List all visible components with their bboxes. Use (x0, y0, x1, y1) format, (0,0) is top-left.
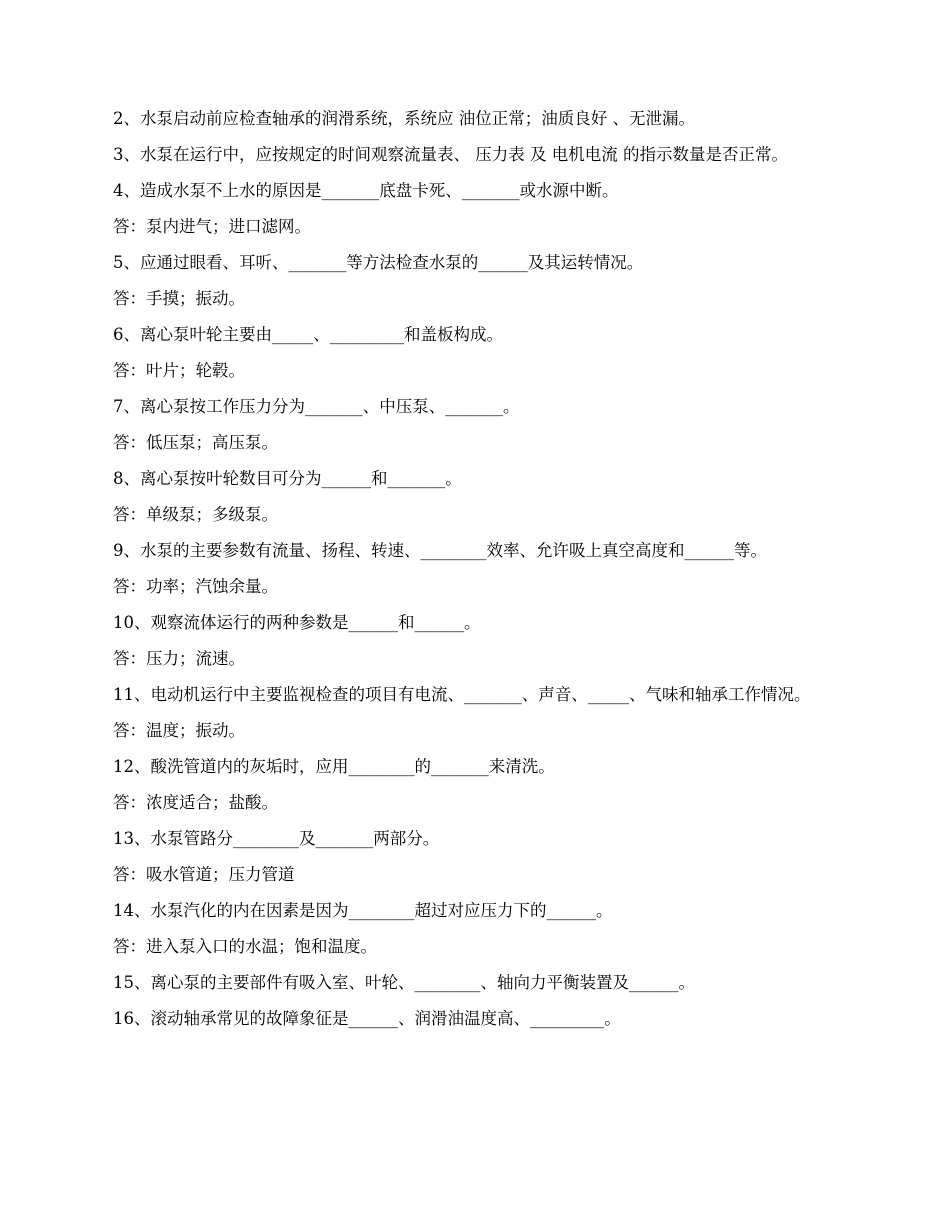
question-4: 4、造成水泵不上水的原因是_______底盘卡死、_______或水源中断。 (113, 181, 619, 200)
question-5: 5、应通过眼看、耳听、_______等方法检查水泵的______及其运转情况。 (113, 253, 644, 272)
answer-13: 答：吸水管道；压力管道 (113, 865, 295, 884)
answer-14: 答：进入泵入口的水温；饱和温度。 (113, 937, 377, 956)
question-12: 12、酸洗管道内的灰垢时，应用________的_______来清洗。 (113, 757, 555, 776)
answer-5: 答：手摸；振动。 (113, 289, 245, 308)
question-13: 13、水泵管路分________及_______两部分。 (113, 829, 440, 848)
question-8: 8、离心泵按叶轮数目可分为______和_______。 (113, 469, 462, 488)
question-2: 2、水泵启动前应检查轴承的润滑系统，系统应 油位正常；油质良好 、无泄漏。 (113, 109, 695, 128)
answer-10: 答：压力；流速。 (113, 649, 245, 668)
answer-12: 答：浓度适合；盐酸。 (113, 793, 278, 812)
question-3: 3、水泵在运行中，应按规定的时间观察流量表、 压力表 及 电机电流 的指示数量是否正常。 (113, 145, 788, 164)
answer-6: 答：叶片；轮毂。 (113, 361, 245, 380)
answer-8: 答：单级泵；多级泵。 (113, 505, 278, 524)
answer-9: 答：功率；汽蚀余量。 (113, 577, 278, 596)
question-11: 11、电动机运行中主要监视检查的项目有电流、_______、声音、_____、气味和轴承工作情况。 (113, 685, 811, 704)
question-15: 15、离心泵的主要部件有吸入室、叶轮、________、轴向力平衡装置及______。 (113, 973, 695, 992)
question-10: 10、观察流体运行的两种参数是______和______。 (113, 613, 481, 632)
answer-11: 答：温度；振动。 (113, 721, 245, 740)
question-7: 7、离心泵按工作压力分为_______、中压泵、_______。 (113, 397, 520, 416)
question-6: 6、离心泵叶轮主要由_____、_________和盖板构成。 (113, 325, 503, 344)
question-9: 9、水泵的主要参数有流量、扬程、转速、________效率、允许吸上真空高度和______等。 (113, 541, 767, 560)
answer-4: 答：泵内进气；进口滤网。 (113, 217, 311, 236)
question-14: 14、水泵汽化的内在因素是因为________超过对应压力下的______。 (113, 901, 613, 920)
answer-7: 答：低压泵；高压泵。 (113, 433, 278, 452)
question-16: 16、滚动轴承常见的故障象征是______、润滑油温度高、_________。 (113, 1009, 621, 1028)
